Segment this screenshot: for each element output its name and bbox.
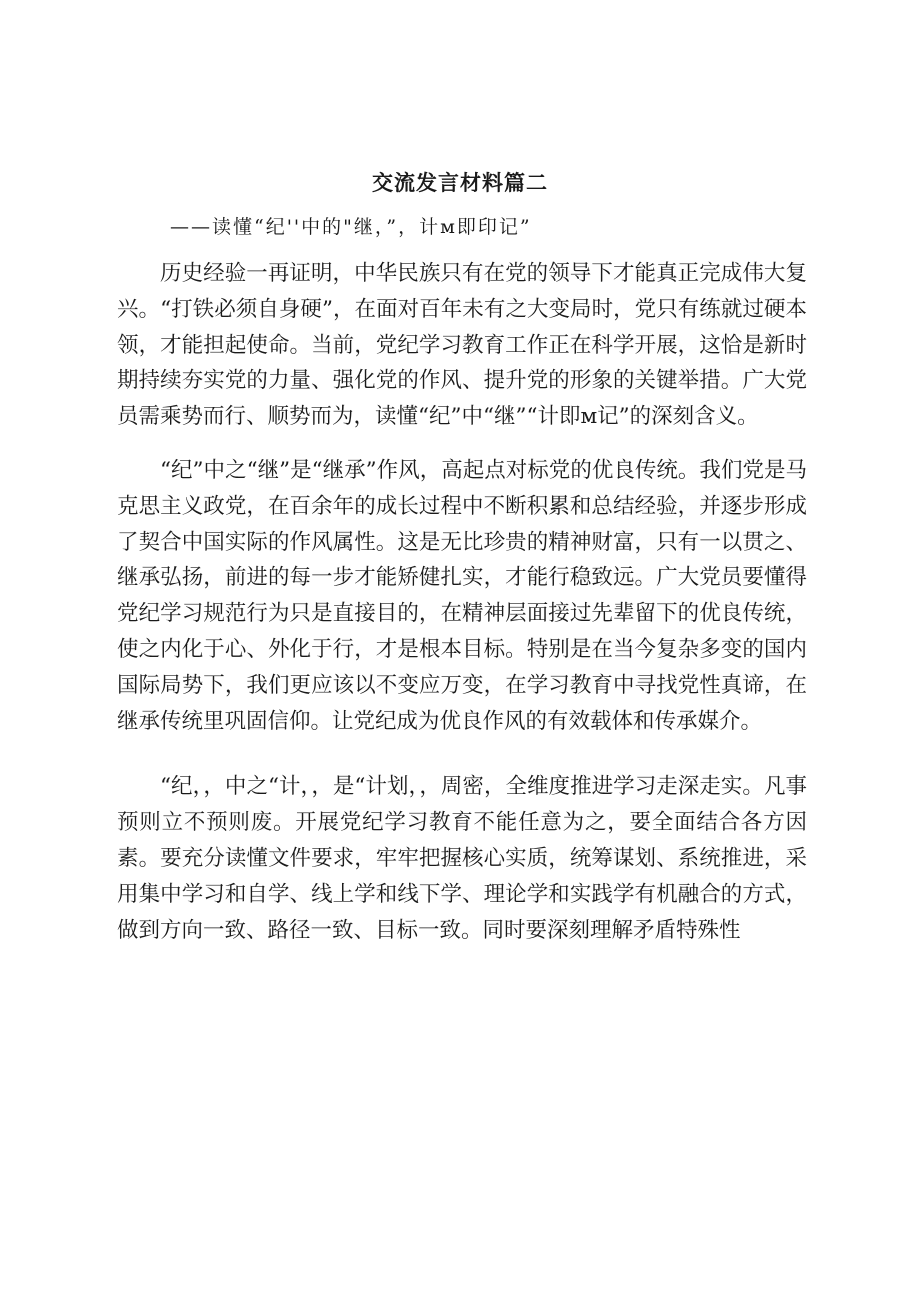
document-subtitle: ——读懂“纪''中的"继，”，计м即印记” [170, 216, 532, 238]
document-title: 交流发言材料篇二 [372, 171, 548, 195]
paragraph-1: 历史经验一再证明，中华民族只有在党的领导下才能真正完成伟大复兴。“打铁必须自身硬”，在面对百年未有之大变局时，党只有练就过硬本领，才能担起使命。当前，党纪学习教育工作正在科学开展，这恰是新时期持续夯实党的力量、强化党的作风、提升党的形象的关键举措。广大党员需乘势而行、顺势而为，读懂“纪”中“继”“计即м记”的深刻含义。 [117, 261, 807, 430]
document-body [117, 256, 807, 948]
paragraph-2: “纪”中之“继”是“继承”作风，高起点对标党的优良传统。我们党是马克思主义政党，在百余年的成长过程中不断积累和总结经验，并逐步形成了契合中国实际的作风属性。这是无比珍贵的精神财富，只有一以贯之、继承弘扬，前进的每一步才能矫健扎实，才能行稳致远。广大党员要懂得党纪学习规范行为只是直接目的，在精神层面接过先辈留下的优良传统，使之内化于心、外化于行，才是根本目标。特别是在当今复杂多变的国内国际局势下，我们更应该以不变应万变，在学习教育中寻找党性真谛，在继承传统里巩固信仰。让党纪成为优良作风的有效载体和传承媒介。 [117, 457, 807, 734]
paragraph-3: “纪，，中之“计，，是“计划，，周密，全维度推进学习走深走实。凡事预则立不预则废。开展党纪学习教育不能任意为之，要全面结合各方因素。要充分读懂文件要求，牢牢把握核心实质，统筹谋划、系统推进，采用集中学习和自学、线上学和线下学、理论学和实践学有机融合的方式，做到方向一致、路径一致、目标一致。同时要深刻理解矛盾特殊性 [117, 774, 807, 943]
